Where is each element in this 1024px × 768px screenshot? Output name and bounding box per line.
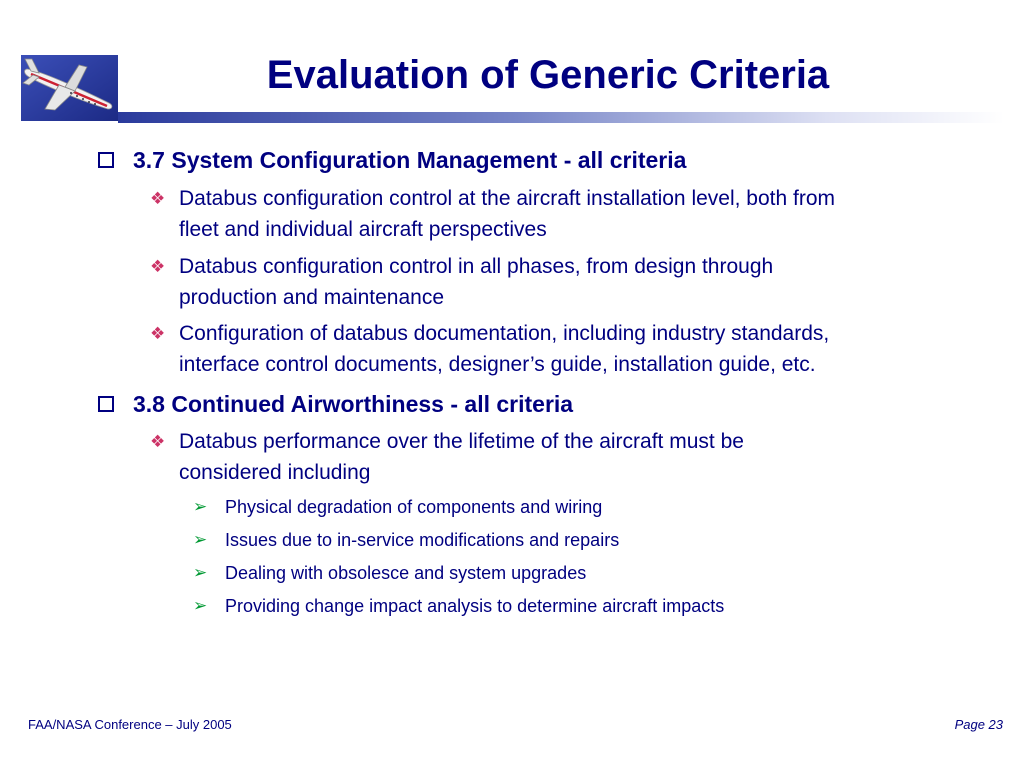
sub-bullet-item: Physical degradation of components and wiring <box>225 497 603 517</box>
square-bullet-icon <box>98 152 114 168</box>
section-heading: 3.8 Continued Airworthiness - all criteria <box>133 391 574 417</box>
diamond-bullet-icon: ❖ <box>150 189 166 208</box>
bullet-item <box>179 318 999 380</box>
arrow-bullet-icon: ➢ <box>193 530 208 549</box>
arrow-bullet-icon: ➢ <box>193 497 208 516</box>
diamond-bullet-icon: ❖ <box>150 432 166 451</box>
bullet-item <box>179 426 999 488</box>
square-bullet-icon <box>98 396 114 412</box>
bullet-item <box>179 251 999 313</box>
sub-bullet-item: Issues due to in-service modifications and repairs <box>225 530 620 550</box>
bullet-line: Configuration of databus documentation, including industry standards, <box>179 322 830 345</box>
sub-bullet-item: Providing change impact analysis to determine aircraft impacts <box>225 596 725 616</box>
bullet-line: Databus configuration control in all phases, from design through <box>179 255 774 278</box>
bullet-line: Databus configuration control at the aircraft installation level, both from <box>179 187 836 210</box>
bullet-line: fleet and individual aircraft perspectives <box>179 218 547 241</box>
bullet-line: Databus performance over the lifetime of the aircraft must be <box>179 430 744 453</box>
diamond-bullet-icon: ❖ <box>150 324 166 343</box>
bullet-line: considered including <box>179 461 371 484</box>
bullet-item <box>179 183 999 245</box>
diamond-bullet-icon: ❖ <box>150 257 166 276</box>
section-heading: 3.7 System Configuration Management - all criteria <box>133 147 687 173</box>
page-number: Page 23 <box>954 717 1003 732</box>
sub-bullet-item: Dealing with obsolesce and system upgrades <box>225 563 587 583</box>
slide-title: Evaluation of Generic Criteria <box>266 53 830 97</box>
arrow-bullet-icon: ➢ <box>193 563 208 582</box>
bullet-line: production and maintenance <box>179 286 445 309</box>
arrow-bullet-icon: ➢ <box>193 596 208 615</box>
footer-conference: FAA/NASA Conference – July 2005 <box>28 717 232 732</box>
bullet-line: interface control documents, designer’s guide, installation guide, etc. <box>179 353 816 376</box>
